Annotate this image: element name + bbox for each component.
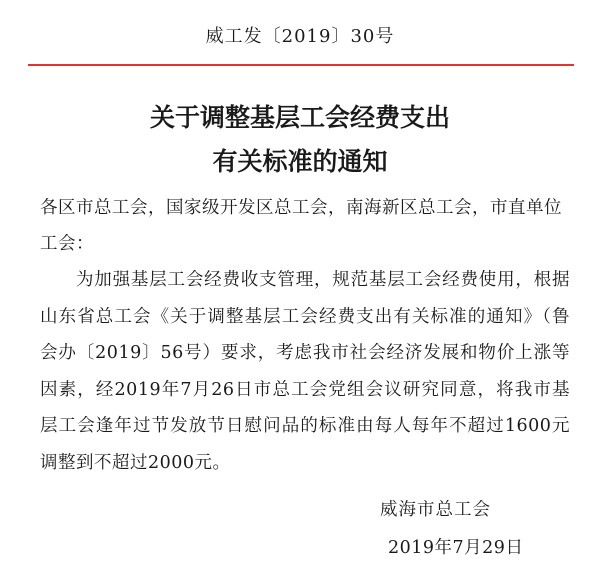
red-divider-line xyxy=(28,64,574,66)
issue-date: 2019年7月29日 xyxy=(388,538,524,558)
title-line-2: 有关标准的通知 xyxy=(212,147,388,176)
salutation: 各区市总工会，国家级开发区总工会，南海新区总工会，市直单位工会： xyxy=(40,198,562,254)
issuer-signature: 威海市总工会 xyxy=(380,500,491,520)
title-line-1: 关于调整基层工会经费支出 xyxy=(149,103,450,132)
body-paragraph: 为加强基层工会经费收支管理，规范基层工会经费使用，根据山东省总工会《关于调整基层工会经费支出有关标准的通知》（鲁会办〔2019〕56号）要求，考虑我市社会经济发展和物价上涨等因素，经2019年7月26日市总工会党组会议研究同意，将我市基层工会逢年过节发放节日慰问品的标准由每人每年不超过1600元调整到不超过2000元。 xyxy=(40,270,570,473)
document-number: 威工发〔2019〕30号 xyxy=(205,26,395,47)
document-title xyxy=(0,96,600,184)
